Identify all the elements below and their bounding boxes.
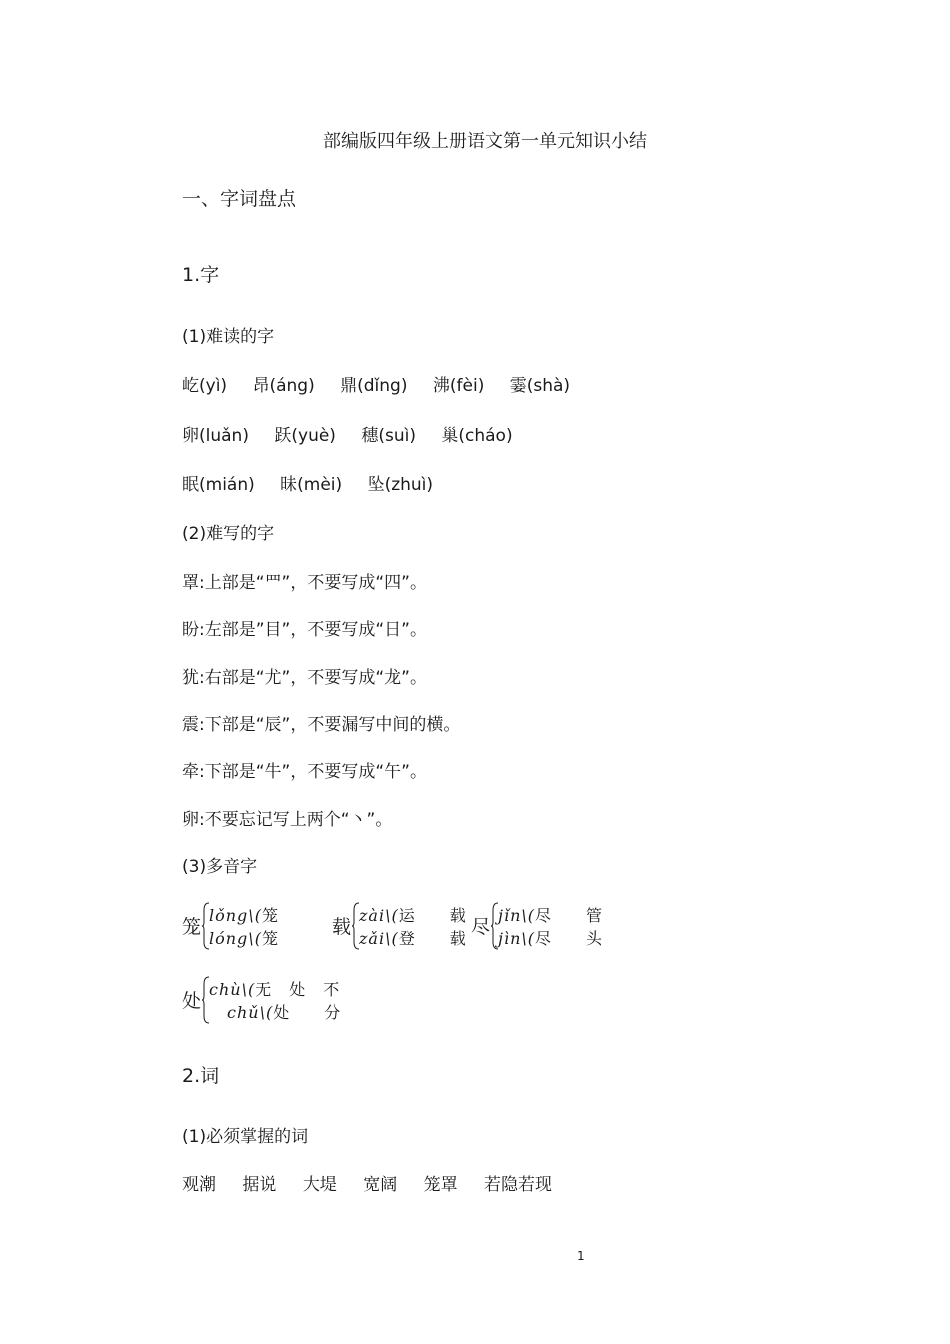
nandu-item: 穗(suì) (361, 426, 416, 446)
reading-row (359, 926, 467, 949)
nanxie-line: 罩:上部是“罒”，不要写成“四”。 (182, 573, 427, 593)
nandu-item: 昧(mèi) (280, 475, 343, 495)
polyphone-char: 载 (332, 916, 352, 938)
nandu-item: 眠(mián) (182, 475, 255, 495)
reading-row (498, 926, 604, 949)
reading-words: 尽 管 (535, 906, 604, 925)
page-number: 1 (577, 1249, 585, 1263)
word-item: 若隐若现 (484, 1175, 553, 1195)
nandu-item: 昂(áng) (252, 376, 315, 396)
word-item: 宽阔 (363, 1175, 398, 1195)
reading-row (498, 903, 604, 926)
nandu-row (182, 371, 570, 396)
section-heading: 一、字词盘点 (182, 188, 297, 210)
reading-row (209, 977, 352, 1000)
reading-pinyin: zài\( (359, 906, 399, 925)
nanxie-line: 盼:左部是”目”，不要写成“日”。 (182, 620, 427, 640)
nandu-row (182, 470, 433, 495)
duoyin-heading: (3)多音字 (182, 857, 258, 877)
word-item: 大堤 (302, 1175, 337, 1195)
reading-pinyin: jǐn\( (498, 906, 536, 925)
polyphone-group (332, 900, 467, 952)
bixu-words (182, 1170, 552, 1195)
word-item: 观潮 (182, 1175, 216, 1195)
reading-words: 笼 (261, 929, 279, 948)
reading-row (359, 903, 467, 926)
polyphone-char: 处 (182, 990, 202, 1012)
nandu-item: 跃(yuè) (274, 426, 336, 446)
nandu-heading: (1)难读的字 (182, 327, 275, 347)
nandu-item: 鼎(dǐng) (340, 376, 408, 396)
reading-pinyin: chù\( (209, 980, 256, 999)
polyphone-char: 笼 (182, 916, 202, 938)
reading-row (227, 1000, 352, 1023)
nanxie-line: 犹:右部是“尤”，不要写成“龙”。 (182, 668, 427, 688)
reading-words: 登 载 (398, 929, 467, 948)
reading-pinyin: jìn\( (498, 929, 536, 948)
reading-row (209, 926, 297, 949)
reading-words: 无 处 不 (255, 980, 341, 999)
subsection-heading-ci: 2.词 (182, 1065, 220, 1087)
nandu-item: 巢(cháo) (441, 426, 513, 446)
reading-words: 运 载 (398, 906, 467, 925)
page-title: 部编版四年级上册语文第一单元知识小结 (323, 131, 647, 152)
nanxie-line: 震:下部是“辰”，不要漏写中间的横。 (182, 715, 461, 735)
nandu-item: 屹(yì) (182, 376, 228, 396)
nandu-item: 坠(zhuì) (367, 475, 434, 495)
polyphone-group (182, 974, 352, 1026)
nandu-item: 霎(shà) (509, 376, 571, 396)
reading-words: 笼 (261, 906, 279, 925)
nanxie-line: 牵:下部是“牛”，不要写成“午”。 (182, 762, 427, 782)
polyphone-group (182, 900, 297, 952)
word-item: 笼罩 (423, 1175, 458, 1195)
nandu-item: 沸(fèi) (432, 376, 485, 396)
nandu-row (182, 421, 513, 446)
subsection-heading-zi: 1.字 (182, 264, 220, 286)
nanxie-line: 卵:不要忘记写上两个“丶”。 (182, 810, 393, 830)
reading-pinyin: lǒng\( (209, 906, 262, 925)
word-item: 据说 (242, 1175, 277, 1195)
polyphone-group (471, 900, 604, 952)
reading-pinyin: lóng\( (209, 929, 262, 948)
bixu-heading: (1)必须掌握的词 (182, 1127, 309, 1147)
reading-pinyin: chǔ\( (227, 1003, 274, 1022)
polyphone-char: 尽 (471, 916, 491, 938)
reading-words: 尽 头 (535, 929, 604, 948)
nandu-item: 卵(luǎn) (182, 426, 249, 446)
reading-row (209, 903, 297, 926)
nanxie-heading: (2)难写的字 (182, 524, 275, 544)
reading-pinyin: zǎi\( (359, 929, 399, 948)
reading-words: 处 分 (273, 1003, 342, 1022)
